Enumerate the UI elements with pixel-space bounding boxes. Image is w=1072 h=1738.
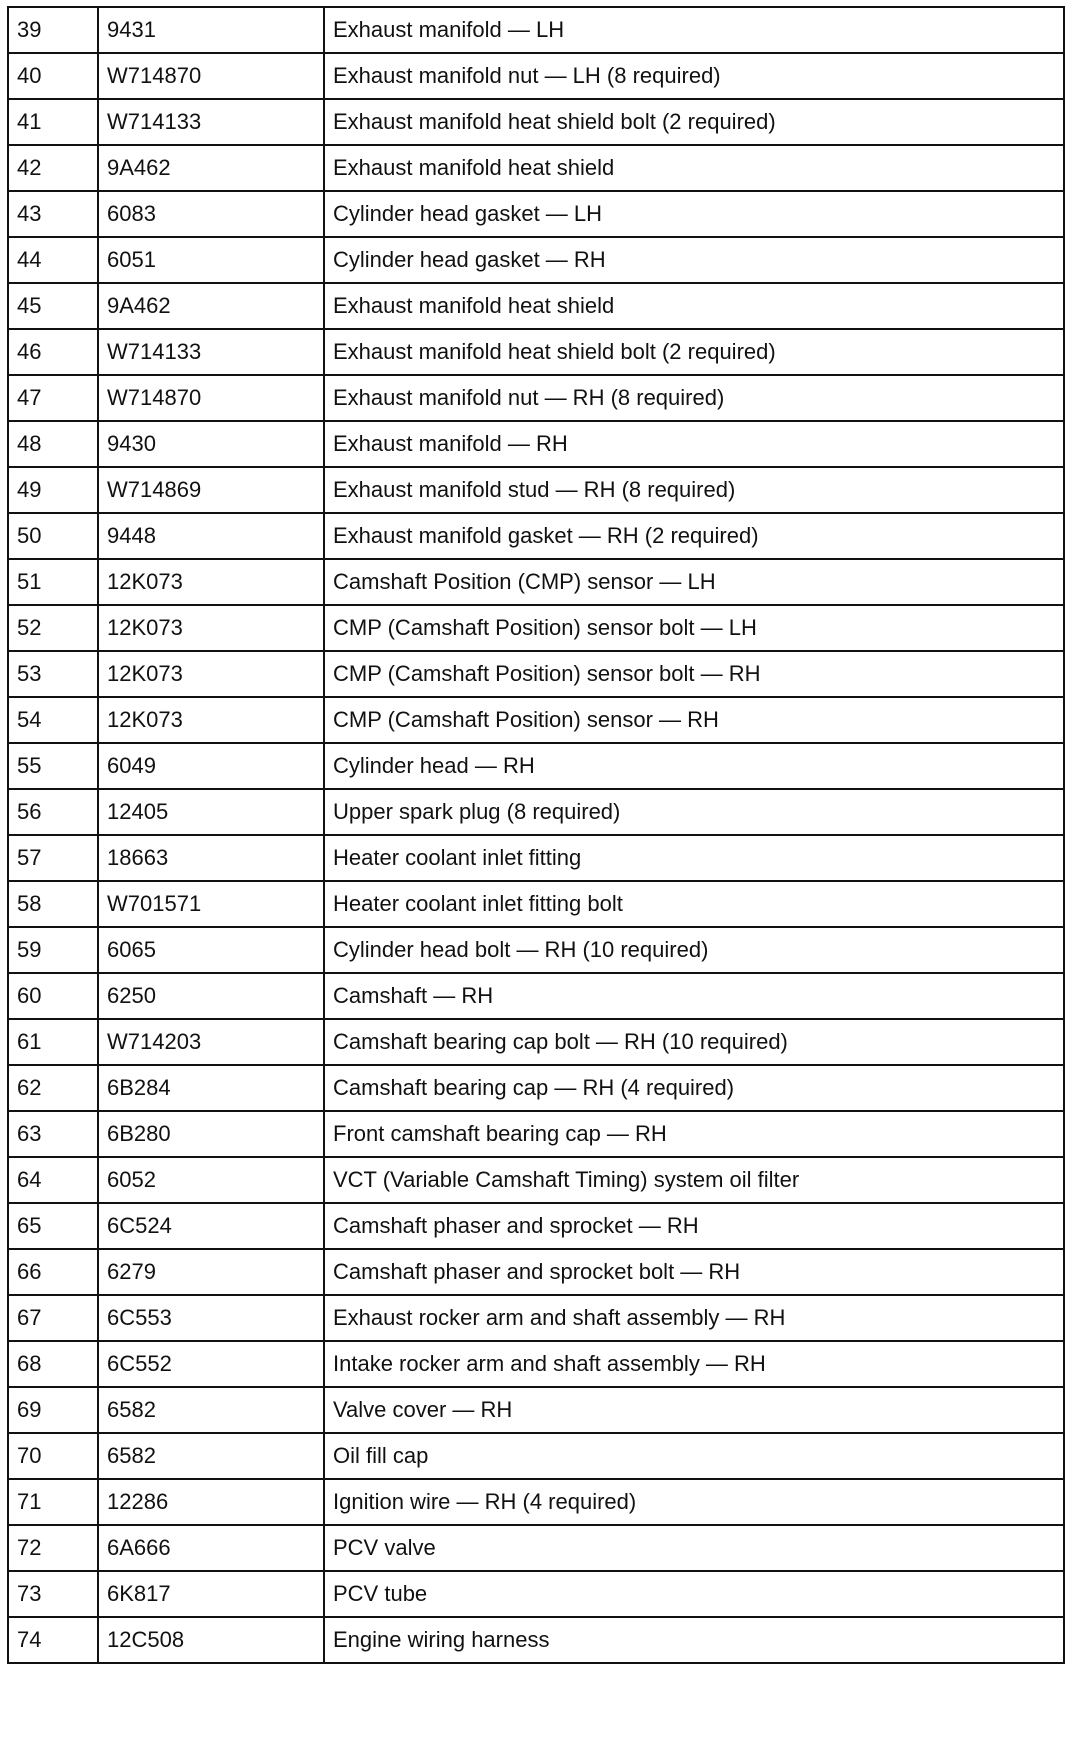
table-row — [8, 743, 1064, 789]
table-row — [8, 605, 1064, 651]
part-number: 6C552 — [98, 1341, 324, 1387]
table-row — [8, 1387, 1064, 1433]
table-row — [8, 467, 1064, 513]
part-description: Exhaust manifold nut — LH (8 required) — [324, 53, 1064, 99]
item-number: 74 — [8, 1617, 98, 1663]
table-row — [8, 973, 1064, 1019]
table-row — [8, 1295, 1064, 1341]
part-number: 9431 — [98, 7, 324, 53]
table-row — [8, 1157, 1064, 1203]
part-number: 9430 — [98, 421, 324, 467]
part-number: 6049 — [98, 743, 324, 789]
table-row — [8, 99, 1064, 145]
part-description: Cylinder head bolt — RH (10 required) — [324, 927, 1064, 973]
item-number: 52 — [8, 605, 98, 651]
table-row — [8, 1203, 1064, 1249]
item-number: 72 — [8, 1525, 98, 1571]
item-number: 49 — [8, 467, 98, 513]
part-number: W714203 — [98, 1019, 324, 1065]
item-number: 56 — [8, 789, 98, 835]
table-row — [8, 1433, 1064, 1479]
part-number: 18663 — [98, 835, 324, 881]
part-number: W714869 — [98, 467, 324, 513]
part-description: Camshaft — RH — [324, 973, 1064, 1019]
part-number: 6052 — [98, 1157, 324, 1203]
item-number: 68 — [8, 1341, 98, 1387]
part-number: 9448 — [98, 513, 324, 559]
table-row — [8, 7, 1064, 53]
part-number: 9A462 — [98, 283, 324, 329]
part-description: PCV tube — [324, 1571, 1064, 1617]
item-number: 53 — [8, 651, 98, 697]
part-number: 6250 — [98, 973, 324, 1019]
part-description: CMP (Camshaft Position) sensor bolt — RH — [324, 651, 1064, 697]
part-number: 12K073 — [98, 651, 324, 697]
part-description: Exhaust manifold heat shield bolt (2 required) — [324, 329, 1064, 375]
table-row — [8, 145, 1064, 191]
part-number: 6065 — [98, 927, 324, 973]
item-number: 51 — [8, 559, 98, 605]
item-number: 61 — [8, 1019, 98, 1065]
table-row — [8, 421, 1064, 467]
item-number: 70 — [8, 1433, 98, 1479]
part-number: 12K073 — [98, 559, 324, 605]
part-description: Engine wiring harness — [324, 1617, 1064, 1663]
part-description: Exhaust manifold stud — RH (8 required) — [324, 467, 1064, 513]
part-description: CMP (Camshaft Position) sensor — RH — [324, 697, 1064, 743]
part-number: 12K073 — [98, 605, 324, 651]
part-description: Exhaust rocker arm and shaft assembly — RH — [324, 1295, 1064, 1341]
item-number: 59 — [8, 927, 98, 973]
item-number: 44 — [8, 237, 98, 283]
part-description: Camshaft phaser and sprocket bolt — RH — [324, 1249, 1064, 1295]
table-row — [8, 697, 1064, 743]
item-number: 48 — [8, 421, 98, 467]
part-number: 6B284 — [98, 1065, 324, 1111]
part-number: 6A666 — [98, 1525, 324, 1571]
item-number: 46 — [8, 329, 98, 375]
part-number: 12405 — [98, 789, 324, 835]
table-row — [8, 789, 1064, 835]
item-number: 66 — [8, 1249, 98, 1295]
part-number: 12286 — [98, 1479, 324, 1525]
item-number: 54 — [8, 697, 98, 743]
table-row — [8, 927, 1064, 973]
part-description: Exhaust manifold heat shield — [324, 145, 1064, 191]
part-description: CMP (Camshaft Position) sensor bolt — LH — [324, 605, 1064, 651]
item-number: 41 — [8, 99, 98, 145]
part-description: Cylinder head — RH — [324, 743, 1064, 789]
part-description: Intake rocker arm and shaft assembly — RH — [324, 1341, 1064, 1387]
table-row — [8, 1065, 1064, 1111]
table-row — [8, 835, 1064, 881]
part-number: W714133 — [98, 99, 324, 145]
part-description: Front camshaft bearing cap — RH — [324, 1111, 1064, 1157]
table-row — [8, 1111, 1064, 1157]
part-number: W701571 — [98, 881, 324, 927]
table-row — [8, 283, 1064, 329]
part-number: W714133 — [98, 329, 324, 375]
table-row — [8, 1525, 1064, 1571]
table-row — [8, 1571, 1064, 1617]
item-number: 43 — [8, 191, 98, 237]
part-description: Exhaust manifold — LH — [324, 7, 1064, 53]
table-row — [8, 191, 1064, 237]
part-description: VCT (Variable Camshaft Timing) system oil filter — [324, 1157, 1064, 1203]
part-description: Exhaust manifold heat shield — [324, 283, 1064, 329]
item-number: 64 — [8, 1157, 98, 1203]
table-row — [8, 237, 1064, 283]
item-number: 40 — [8, 53, 98, 99]
part-description: Exhaust manifold — RH — [324, 421, 1064, 467]
table-row — [8, 1019, 1064, 1065]
table-row — [8, 1617, 1064, 1663]
part-number: 6C553 — [98, 1295, 324, 1341]
part-description: Camshaft bearing cap — RH (4 required) — [324, 1065, 1064, 1111]
part-description: Cylinder head gasket — RH — [324, 237, 1064, 283]
item-number: 62 — [8, 1065, 98, 1111]
table-row — [8, 881, 1064, 927]
part-number: W714870 — [98, 375, 324, 421]
part-number: 6051 — [98, 237, 324, 283]
part-description: Camshaft Position (CMP) sensor — LH — [324, 559, 1064, 605]
parts-table — [7, 6, 1065, 1664]
item-number: 63 — [8, 1111, 98, 1157]
part-number: 6582 — [98, 1433, 324, 1479]
table-row — [8, 651, 1064, 697]
item-number: 57 — [8, 835, 98, 881]
table-row — [8, 559, 1064, 605]
part-description: Exhaust manifold heat shield bolt (2 required) — [324, 99, 1064, 145]
item-number: 55 — [8, 743, 98, 789]
part-number: 12C508 — [98, 1617, 324, 1663]
part-description: Exhaust manifold nut — RH (8 required) — [324, 375, 1064, 421]
item-number: 47 — [8, 375, 98, 421]
part-description: Cylinder head gasket — LH — [324, 191, 1064, 237]
part-description: Upper spark plug (8 required) — [324, 789, 1064, 835]
item-number: 69 — [8, 1387, 98, 1433]
item-number: 60 — [8, 973, 98, 1019]
part-description: Heater coolant inlet fitting — [324, 835, 1064, 881]
part-number: 6C524 — [98, 1203, 324, 1249]
table-row — [8, 513, 1064, 559]
part-description: Camshaft bearing cap bolt — RH (10 required) — [324, 1019, 1064, 1065]
table-row — [8, 375, 1064, 421]
item-number: 65 — [8, 1203, 98, 1249]
part-description: PCV valve — [324, 1525, 1064, 1571]
table-row — [8, 53, 1064, 99]
part-description: Oil fill cap — [324, 1433, 1064, 1479]
part-number: 12K073 — [98, 697, 324, 743]
part-description: Valve cover — RH — [324, 1387, 1064, 1433]
part-number: 9A462 — [98, 145, 324, 191]
table-row — [8, 1249, 1064, 1295]
table-row — [8, 329, 1064, 375]
item-number: 42 — [8, 145, 98, 191]
item-number: 58 — [8, 881, 98, 927]
part-description: Heater coolant inlet fitting bolt — [324, 881, 1064, 927]
part-number: W714870 — [98, 53, 324, 99]
part-description: Ignition wire — RH (4 required) — [324, 1479, 1064, 1525]
item-number: 73 — [8, 1571, 98, 1617]
item-number: 71 — [8, 1479, 98, 1525]
part-number: 6083 — [98, 191, 324, 237]
item-number: 45 — [8, 283, 98, 329]
item-number: 67 — [8, 1295, 98, 1341]
item-number: 50 — [8, 513, 98, 559]
part-description: Camshaft phaser and sprocket — RH — [324, 1203, 1064, 1249]
item-number: 39 — [8, 7, 98, 53]
part-number: 6B280 — [98, 1111, 324, 1157]
table-row — [8, 1341, 1064, 1387]
part-number: 6K817 — [98, 1571, 324, 1617]
table-row — [8, 1479, 1064, 1525]
part-number: 6582 — [98, 1387, 324, 1433]
part-description: Exhaust manifold gasket — RH (2 required) — [324, 513, 1064, 559]
part-number: 6279 — [98, 1249, 324, 1295]
